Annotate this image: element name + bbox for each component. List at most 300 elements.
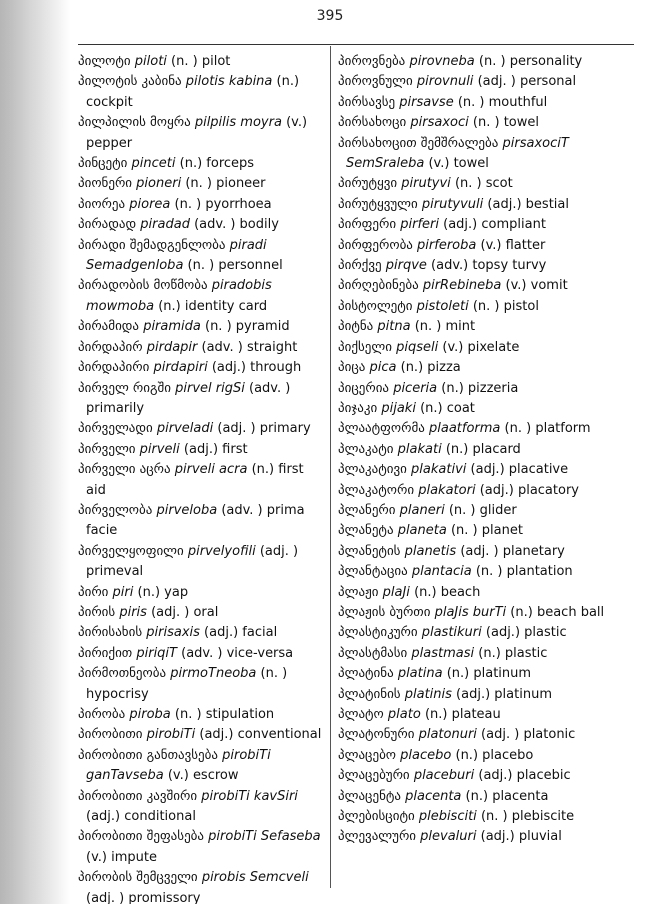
- part-of-speech: (adv.): [431, 258, 469, 274]
- dictionary-entry: [338, 297, 634, 317]
- georgian-headword: პირსახოცით შემშრალება: [338, 135, 499, 151]
- transliteration: plakativi: [411, 462, 467, 478]
- georgian-headword: პინცეტი: [78, 156, 128, 172]
- english-translation: placenta: [492, 788, 549, 804]
- georgian-headword: პლაჟი: [338, 584, 379, 600]
- english-translation: forceps: [206, 156, 255, 172]
- transliteration: pirveli acra: [174, 462, 248, 478]
- dictionary-entry: [338, 787, 634, 807]
- transliteration: pitna: [377, 319, 411, 335]
- georgian-headword: პილოტი: [78, 54, 131, 69]
- dictionary-entry: [338, 705, 634, 725]
- georgian-headword: პირდაპირ: [78, 339, 143, 355]
- dictionary-entry: [338, 542, 634, 562]
- dictionary-entry: [78, 583, 326, 603]
- english-translation: pixelate: [467, 339, 520, 355]
- georgian-headword: პლანეტის: [338, 543, 401, 559]
- dictionary-entry: [338, 379, 634, 399]
- transliteration: pirdapir: [146, 339, 198, 355]
- english-translation: planet: [481, 523, 523, 539]
- georgian-headword: პლაცებო: [338, 747, 397, 763]
- part-of-speech: (adj. ): [86, 890, 125, 904]
- part-of-speech: (adj.): [485, 625, 521, 641]
- transliteration: placenta: [405, 788, 462, 804]
- english-translation: personnel: [218, 258, 283, 274]
- transliteration: plakati: [397, 441, 442, 457]
- part-of-speech: (n.): [158, 298, 181, 314]
- transliteration: pirferi: [400, 217, 439, 233]
- transliteration: piloti: [134, 54, 167, 69]
- transliteration: pirqve: [385, 258, 427, 274]
- part-of-speech: (v.): [505, 278, 527, 294]
- dictionary-entry: [338, 685, 634, 705]
- dictionary-entry: [78, 379, 326, 420]
- english-translation: pistol: [503, 298, 539, 314]
- transliteration: pirsaxoci: [410, 115, 469, 131]
- part-of-speech: (n.): [414, 584, 437, 600]
- transliteration: pirobis Semcveli: [201, 870, 309, 886]
- transliteration: pilpilis moyra: [194, 115, 282, 131]
- english-translation: pyramid: [235, 319, 290, 335]
- georgian-headword: პიროვნება: [338, 54, 406, 69]
- transliteration: pirvel rigSi: [175, 380, 245, 396]
- georgian-headword: პირველ რიგში: [78, 380, 171, 396]
- part-of-speech: (n. ): [171, 54, 198, 69]
- part-of-speech: (n.): [424, 707, 448, 722]
- georgian-headword: პირველყოფილი: [78, 543, 184, 559]
- part-of-speech: (adj.): [86, 809, 121, 825]
- transliteration: piceria: [393, 380, 438, 396]
- page-number: 395: [316, 8, 344, 24]
- dictionary-entry: [338, 623, 634, 643]
- part-of-speech: (adj. ): [481, 727, 520, 743]
- transliteration: piradobis mowmoba: [86, 278, 272, 314]
- part-of-speech: (n. ): [448, 502, 476, 518]
- transliteration: pirobiTi kavSiri: [201, 788, 298, 804]
- georgian-headword: პიქსელი: [338, 339, 392, 355]
- dictionary-entry: [338, 521, 634, 541]
- english-translation: platform: [535, 421, 591, 437]
- part-of-speech: (adj.): [480, 829, 515, 845]
- dictionary-entry: [338, 481, 634, 501]
- english-translation: bestial: [525, 196, 569, 212]
- dictionary-entry: [338, 664, 634, 684]
- part-of-speech: (n. ): [478, 54, 506, 69]
- georgian-headword: პილოტის კაბინა: [78, 74, 182, 90]
- english-translation: pluvial: [518, 829, 562, 845]
- english-translation: pizza: [427, 360, 461, 376]
- transliteration: pirveli: [139, 441, 180, 457]
- english-translation: vomit: [530, 278, 568, 294]
- english-translation: pyorrhoea: [205, 196, 272, 212]
- georgian-headword: პირობითი განთავსება: [78, 747, 218, 763]
- dictionary-entry: [78, 542, 326, 583]
- english-translation: prima facie: [86, 502, 305, 539]
- transliteration: piorea: [129, 196, 171, 212]
- transliteration: pirovnuli: [416, 74, 474, 90]
- dictionary-entry: [78, 113, 326, 154]
- georgian-headword: პირღებინება: [338, 278, 419, 294]
- transliteration: piramida: [143, 319, 201, 335]
- part-of-speech: (adj. ): [460, 543, 499, 559]
- english-translation: through: [250, 360, 302, 376]
- transliteration: placeburi: [413, 768, 475, 784]
- georgian-headword: პირის: [78, 604, 116, 620]
- dictionary-entry: [78, 501, 326, 542]
- part-of-speech: (adj.): [204, 625, 239, 641]
- part-of-speech: (adj.): [456, 686, 491, 702]
- dictionary-entry: [78, 603, 326, 623]
- dictionary-entry: [78, 358, 326, 378]
- dictionary-entry: [78, 215, 326, 235]
- english-translation: flatter: [505, 237, 546, 253]
- part-of-speech: (n. ): [472, 115, 500, 131]
- english-translation: escrow: [192, 768, 239, 784]
- transliteration: planeri: [399, 502, 445, 518]
- english-translation: conditional: [124, 809, 196, 825]
- transliteration: plato: [387, 707, 421, 722]
- english-translation: scot: [485, 176, 513, 192]
- georgian-headword: პლაცენტა: [338, 788, 401, 804]
- dictionary-entry: [78, 154, 326, 174]
- part-of-speech: (n.): [137, 584, 161, 600]
- georgian-headword: პირობითი: [78, 727, 143, 743]
- georgian-headword: პირფერი: [338, 217, 397, 233]
- dictionary-entry: [338, 195, 634, 215]
- transliteration: plakatori: [418, 482, 476, 498]
- dictionary-entry: [78, 195, 326, 215]
- transliteration: plebisciti: [418, 809, 477, 825]
- georgian-headword: პირველი: [78, 441, 136, 457]
- georgian-headword: პირადად: [78, 217, 137, 233]
- dictionary-entry: [338, 317, 634, 337]
- georgian-headword: პირდაპირი: [78, 360, 150, 376]
- part-of-speech: (v.): [428, 156, 450, 172]
- dictionary-entry: [338, 827, 634, 847]
- english-translation: pepper: [86, 135, 133, 151]
- english-translation: beach ball: [536, 604, 605, 620]
- part-of-speech: (n.): [276, 74, 300, 90]
- part-of-speech: (adj.): [443, 217, 478, 233]
- part-of-speech: (adj.): [478, 768, 513, 784]
- dictionary-entry: [338, 358, 634, 378]
- georgian-headword: პირველი აცრა: [78, 462, 171, 478]
- part-of-speech: (n.): [478, 645, 501, 661]
- part-of-speech: (n. ): [187, 258, 215, 274]
- georgian-headword: პლასტმასი: [338, 645, 408, 661]
- dictionary-entry: [78, 52, 326, 72]
- dictionary-entry: [338, 583, 634, 603]
- georgian-headword: პირუტყვული: [338, 196, 418, 212]
- english-translation: platinum: [494, 686, 552, 702]
- part-of-speech: (n. ): [260, 666, 288, 682]
- part-of-speech: (n. ): [185, 176, 212, 192]
- english-translation: primary: [259, 421, 311, 437]
- georgian-headword: პირამიდა: [78, 319, 140, 335]
- georgian-headword: პისტოლეტი: [338, 298, 413, 314]
- part-of-speech: (adj. ): [259, 543, 299, 559]
- part-of-speech: (n. ): [504, 421, 532, 437]
- part-of-speech: (n. ): [457, 94, 485, 110]
- georgian-headword: პლაკატი: [338, 441, 394, 457]
- part-of-speech: (n.): [455, 747, 479, 763]
- georgian-headword: პლაატფორმა: [338, 421, 425, 437]
- georgian-headword: პიჯაკი: [338, 400, 378, 416]
- dictionary-entry: [78, 664, 326, 705]
- part-of-speech: (n. ): [450, 523, 478, 539]
- english-translation: personality: [509, 54, 583, 69]
- transliteration: platonuri: [418, 727, 477, 743]
- georgian-headword: პლანერი: [338, 502, 396, 518]
- english-translation: bodily: [239, 217, 279, 233]
- transliteration: piradi Semadgenloba: [86, 237, 267, 274]
- dictionary-entry: [338, 460, 634, 480]
- part-of-speech: (adv. ): [249, 380, 291, 396]
- english-translation: glider: [479, 502, 517, 518]
- transliteration: plantacia: [411, 564, 472, 580]
- dictionary-entry: [338, 725, 634, 745]
- english-translation: oral: [193, 604, 219, 620]
- georgian-headword: პირისახის: [78, 625, 143, 641]
- part-of-speech: (n. ): [480, 809, 508, 825]
- transliteration: pistoleti: [416, 298, 469, 314]
- transliteration: pirdapiri: [153, 360, 208, 376]
- part-of-speech: (v.): [86, 849, 107, 865]
- georgian-headword: პირფერობა: [338, 237, 413, 253]
- part-of-speech: (n. ): [205, 319, 232, 335]
- dictionary-entry: [338, 93, 634, 113]
- english-translation: beach: [440, 584, 481, 600]
- part-of-speech: (n.): [400, 360, 424, 376]
- binding-shadow: [0, 0, 70, 904]
- georgian-headword: პიონერი: [78, 176, 133, 192]
- dictionary-entry: [78, 827, 326, 868]
- georgian-headword: პიტნა: [338, 319, 374, 335]
- georgian-headword: პირი: [78, 584, 109, 600]
- english-translation: plastic: [524, 625, 567, 641]
- english-translation: facial: [242, 625, 278, 641]
- georgian-headword: პლანეტა: [338, 523, 394, 539]
- transliteration: plaJi: [382, 584, 410, 600]
- georgian-headword: პირმოთნეობა: [78, 666, 167, 682]
- dictionary-entry: [78, 725, 326, 745]
- transliteration: platinis: [404, 686, 452, 702]
- part-of-speech: (adj.): [199, 727, 234, 743]
- georgian-headword: პირსახოცი: [338, 115, 407, 131]
- english-translation: placard: [472, 441, 521, 457]
- transliteration: pirRebineba: [422, 278, 502, 294]
- part-of-speech: (adj. ): [217, 421, 256, 437]
- dictionary-entry: [338, 215, 634, 235]
- part-of-speech: (n.): [420, 400, 443, 416]
- transliteration: pirvelyofili: [187, 543, 256, 559]
- dictionary-entry: [338, 440, 634, 460]
- georgian-headword: პიორეა: [78, 196, 126, 212]
- english-translation: identity card: [184, 298, 268, 314]
- dictionary-entry: [338, 113, 634, 133]
- dictionary-entry: [78, 644, 326, 664]
- transliteration: piriqiT: [136, 645, 177, 661]
- part-of-speech: (n.): [446, 666, 470, 682]
- transliteration: pirmoTneoba: [170, 666, 257, 682]
- transliteration: plastikuri: [421, 625, 482, 641]
- part-of-speech: (adj.): [487, 196, 522, 212]
- part-of-speech: (adj.): [183, 441, 219, 457]
- transliteration: placebo: [400, 747, 452, 763]
- english-translation: plantation: [506, 564, 573, 580]
- dictionary-entry: [338, 276, 634, 296]
- georgian-headword: პიროვნული: [338, 74, 413, 90]
- english-translation: conventional: [237, 727, 322, 743]
- english-translation: platonic: [523, 727, 576, 743]
- transliteration: pirovneba: [409, 54, 475, 69]
- dictionary-entry: [338, 419, 634, 439]
- transliteration: platina: [397, 666, 443, 682]
- transliteration: planetis: [404, 543, 457, 559]
- english-translation: plateau: [451, 707, 501, 722]
- header-rule: [78, 44, 634, 45]
- english-translation: first: [222, 441, 248, 457]
- english-translation: plebiscite: [511, 809, 575, 825]
- georgian-headword: პირველობა: [78, 502, 153, 518]
- transliteration: pinceti: [131, 156, 176, 172]
- dictionary-entry: [338, 72, 634, 92]
- part-of-speech: (v.): [480, 237, 502, 253]
- english-translation: primeval: [86, 564, 144, 580]
- english-translation: platinum: [473, 666, 532, 682]
- english-translation: mint: [445, 319, 476, 335]
- english-translation: planetary: [502, 543, 565, 559]
- georgian-headword: პირადი შემადგენლობა: [78, 237, 226, 253]
- georgian-headword: პლატინის: [338, 686, 401, 702]
- english-translation: personal: [519, 74, 577, 90]
- left-column: [78, 52, 326, 904]
- dictionary-entry: [338, 766, 634, 786]
- dictionary-entry: [78, 787, 326, 828]
- part-of-speech: (adj. ): [477, 74, 516, 90]
- english-translation: placebo: [482, 747, 534, 763]
- english-translation: pilot: [201, 54, 231, 69]
- english-translation: placative: [508, 462, 569, 478]
- georgian-headword: პლებისციტი: [338, 809, 415, 825]
- dictionary-entry: [78, 338, 326, 358]
- english-translation: placatory: [517, 482, 579, 498]
- georgian-headword: პლაჟის ბურთი: [338, 604, 431, 620]
- georgian-headword: პლასტიკური: [338, 625, 418, 641]
- transliteration: pirveladi: [156, 421, 214, 437]
- part-of-speech: (v.): [167, 768, 189, 784]
- english-translation: coat: [446, 400, 475, 416]
- georgian-headword: პლანტაცია: [338, 564, 408, 580]
- dictionary-entry: [338, 256, 634, 276]
- part-of-speech: (n.): [510, 604, 533, 620]
- dictionary-entry: [338, 399, 634, 419]
- georgian-headword: პირობითი კავშირი: [78, 788, 198, 804]
- part-of-speech: (n.): [251, 462, 275, 478]
- georgian-headword: პირსავსე: [338, 94, 396, 110]
- dictionary-entry: [78, 746, 326, 787]
- transliteration: pirutyvi: [401, 176, 451, 192]
- dictionary-entry: [338, 174, 634, 194]
- part-of-speech: (n. ): [472, 298, 500, 314]
- transliteration: plaatforma: [428, 421, 501, 437]
- georgian-headword: პირობითი შეფასება: [78, 829, 205, 845]
- part-of-speech: (adv. ): [194, 217, 236, 233]
- transliteration: piris: [119, 604, 147, 620]
- english-translation: stipulation: [205, 707, 275, 722]
- transliteration: pirobiTi Sefaseba: [208, 829, 321, 845]
- part-of-speech: (adj. ): [151, 604, 190, 620]
- english-translation: towel: [503, 115, 539, 131]
- transliteration: pijaki: [381, 400, 416, 416]
- english-translation: placebic: [516, 768, 571, 784]
- right-column: [338, 52, 634, 848]
- georgian-headword: პირველადი: [78, 421, 153, 437]
- dictionary-entry: [338, 52, 634, 72]
- dictionary-entry: [338, 644, 634, 664]
- transliteration: piradad: [140, 217, 190, 233]
- dictionary-entry: [338, 807, 634, 827]
- transliteration: pirutyvuli: [421, 196, 484, 212]
- english-translation: vice-versa: [226, 645, 294, 661]
- dictionary-entry: [338, 501, 634, 521]
- dictionary-entry: [78, 276, 326, 317]
- georgian-headword: პლაცებური: [338, 768, 410, 784]
- transliteration: piqseli: [396, 339, 439, 355]
- dictionary-entry: [78, 72, 326, 113]
- dictionary-entry: [78, 460, 326, 501]
- dictionary-entry: [78, 440, 326, 460]
- dictionary-entry: [78, 174, 326, 194]
- part-of-speech: (adj.): [479, 482, 514, 498]
- georgian-headword: პირიქით: [78, 645, 133, 661]
- english-translation: cockpit: [86, 94, 133, 110]
- georgian-headword: პილპილის მოყრა: [78, 115, 191, 131]
- dictionary-entry: [338, 236, 634, 256]
- part-of-speech: (n. ): [454, 176, 482, 192]
- dictionary-entry: [78, 623, 326, 643]
- dictionary-entry: [338, 134, 634, 175]
- english-translation: pizzeria: [467, 380, 519, 396]
- english-translation: yap: [164, 584, 189, 600]
- english-translation: topsy turvy: [472, 258, 547, 274]
- georgian-headword: პლატინა: [338, 666, 394, 682]
- transliteration: pirsaxociT SemSraleba: [346, 135, 569, 172]
- georgian-headword: პირუტყვი: [338, 176, 398, 192]
- transliteration: plaJis burTi: [434, 604, 507, 620]
- dictionary-entry: [338, 746, 634, 766]
- english-translation: promissory: [128, 890, 201, 904]
- column-separator: [330, 46, 331, 888]
- english-translation: compliant: [481, 217, 546, 233]
- part-of-speech: (n.): [445, 441, 469, 457]
- english-translation: pioneer: [216, 176, 266, 192]
- transliteration: plevaluri: [420, 829, 477, 845]
- english-translation: plastic: [504, 645, 548, 661]
- english-translation: first aid: [86, 462, 304, 498]
- transliteration: piroba: [129, 707, 171, 722]
- dictionary-entry: [78, 419, 326, 439]
- transliteration: pirferoba: [417, 237, 477, 253]
- english-translation: towel: [453, 156, 489, 172]
- transliteration: pirveloba: [156, 502, 218, 518]
- georgian-headword: პლაკატორი: [338, 482, 415, 498]
- part-of-speech: (n.): [441, 380, 464, 396]
- georgian-headword: პლატო: [338, 707, 384, 722]
- transliteration: pirobiTi ganTavseba: [86, 747, 271, 784]
- part-of-speech: (adv. ): [201, 339, 243, 355]
- dictionary-entry: [78, 868, 326, 904]
